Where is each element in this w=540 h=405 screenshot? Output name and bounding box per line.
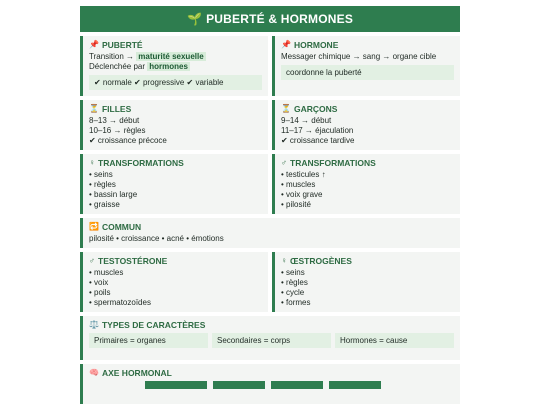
- card-oestrogenes: [272, 252, 460, 312]
- hormone-line-1: Messager chimique → sang → organe cible: [281, 52, 437, 61]
- page-title: PUBERTÉ & HORMONES: [206, 12, 354, 26]
- list-item: • règles: [89, 180, 116, 189]
- sprout-icon: 🌱: [186, 12, 203, 26]
- hourglass-icon: ⏳: [281, 104, 291, 113]
- axe-chip: [145, 381, 207, 389]
- puberte-line-2: Déclenchée par hormones: [89, 62, 188, 71]
- brain-icon: 🧠: [89, 368, 99, 377]
- list-item: • muscles: [89, 268, 124, 277]
- list-item: • seins: [89, 170, 113, 179]
- pin-icon: 📌: [89, 40, 99, 49]
- scales-icon: ⚖️: [89, 320, 99, 329]
- axe-chip: [329, 381, 381, 389]
- list-item: • règles: [281, 278, 308, 287]
- list-item: 9–14 → début: [281, 116, 332, 125]
- card-filles: [80, 100, 268, 150]
- filles-list: [89, 116, 262, 146]
- list-item: ✔ croissance précoce: [89, 136, 167, 145]
- female-icon: ♀: [89, 158, 95, 167]
- chip-secondaires: Secondaires = corps: [212, 333, 331, 348]
- row-hormones: [80, 252, 460, 312]
- chip-primaires: Primaires = organes: [89, 333, 208, 348]
- card-garcons: [272, 100, 460, 150]
- card-title-hormone: 📌 HORMONE: [281, 40, 339, 50]
- axe-chips: [89, 381, 454, 389]
- commun-line: pilosité • croissance • acné • émotions: [89, 234, 224, 243]
- list-item: • bassin large: [89, 190, 138, 199]
- row-axe: [80, 364, 460, 404]
- list-item: • spermatozoïdes: [89, 298, 151, 307]
- list-item: • graisse: [89, 200, 120, 209]
- row-types: [80, 316, 460, 360]
- row-ages: [80, 100, 460, 150]
- card-title-types: ⚖️ TYPES DE CARACTÈRES: [89, 320, 206, 330]
- card-title-filles: ⏳ FILLES: [89, 104, 132, 114]
- axe-chip: [271, 381, 323, 389]
- male-icon: ♂: [89, 256, 95, 265]
- list-item: • voix grave: [281, 190, 323, 199]
- card-title-axe: 🧠 AXE HORMONAL: [89, 368, 172, 378]
- card-title-testosterone: ♂ TESTOSTÉRONE: [89, 256, 168, 266]
- card-title-oestrogenes: ♀ ŒSTROGÈNES: [281, 256, 352, 266]
- highlight-hormones: hormones: [149, 62, 188, 71]
- list-item: • poils: [89, 288, 111, 297]
- list-item: • pilosité: [281, 200, 311, 209]
- oestrogenes-list: [281, 268, 454, 308]
- card-axe: [80, 364, 460, 404]
- page-header: [80, 6, 460, 32]
- list-item: • seins: [281, 268, 305, 277]
- cheat-sheet: [80, 6, 460, 405]
- list-item: ✔ croissance tardive: [281, 136, 355, 145]
- types-chips: [89, 333, 454, 348]
- card-title-puberte: 📌 PUBERTÉ: [89, 40, 143, 50]
- puberte-line-1: Transition → maturité sexuelle: [89, 52, 204, 61]
- puberte-checks: ✔ normale ✔ progressive ✔ variable: [89, 75, 262, 90]
- card-title-transfo-garcons: ♂ TRANSFORMATIONS: [281, 158, 376, 168]
- card-transfo-garcons: [272, 154, 460, 214]
- row-commun: [80, 218, 460, 248]
- list-item: • voix: [89, 278, 109, 287]
- female-icon: ♀: [281, 256, 287, 265]
- card-title-garcons: ⏳ GARÇONS: [281, 104, 338, 114]
- pin-icon: 📌: [281, 40, 291, 49]
- list-item: • cycle: [281, 288, 305, 297]
- card-testosterone: [80, 252, 268, 312]
- axe-chip: [213, 381, 265, 389]
- garcons-list: [281, 116, 454, 146]
- list-item: • muscles: [281, 180, 316, 189]
- card-commun: [80, 218, 460, 248]
- transfo-filles-list: [89, 170, 262, 210]
- row-transformations: [80, 154, 460, 214]
- repeat-icon: 🔁: [89, 222, 99, 231]
- hourglass-icon: ⏳: [89, 104, 99, 113]
- card-title-commun: 🔁 COMMUN: [89, 222, 142, 232]
- card-types: [80, 316, 460, 360]
- testosterone-list: [89, 268, 262, 308]
- card-transfo-filles: [80, 154, 268, 214]
- transfo-garcons-list: [281, 170, 454, 210]
- list-item: 11–17 → éjaculation: [281, 126, 354, 135]
- list-item: 10–16 → règles: [89, 126, 146, 135]
- highlight-maturite: maturité sexuelle: [138, 52, 204, 61]
- chip-hormones: Hormones = cause: [335, 333, 454, 348]
- list-item: 8–13 → début: [89, 116, 140, 125]
- list-item: • formes: [281, 298, 311, 307]
- male-icon: ♂: [281, 158, 287, 167]
- card-hormone: [272, 36, 460, 96]
- hormone-box: coordonne la puberté: [281, 65, 454, 80]
- list-item: • testicules ↑: [281, 170, 326, 179]
- row-definitions: [80, 36, 460, 96]
- card-puberte: [80, 36, 268, 96]
- card-title-transfo-filles: ♀ TRANSFORMATIONS: [89, 158, 184, 168]
